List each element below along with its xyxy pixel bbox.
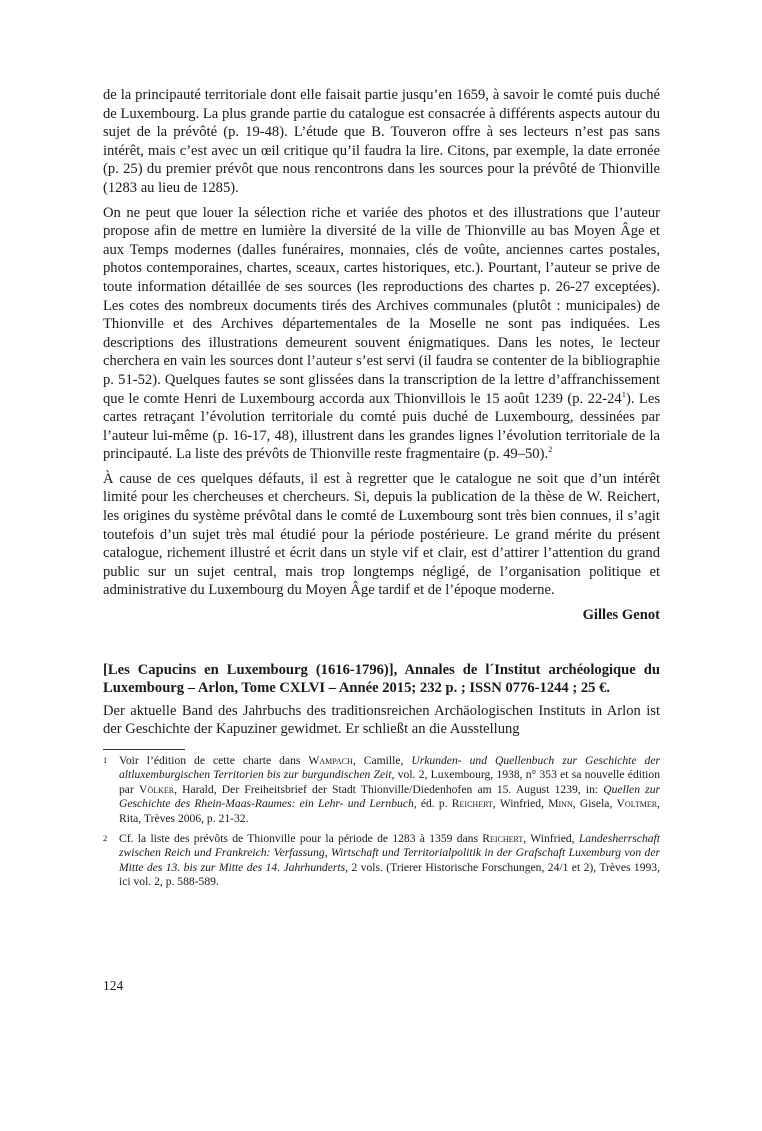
footnote-text: , éd. p. bbox=[413, 797, 452, 811]
footnote-2 bbox=[103, 832, 660, 890]
reviewer-signature: Gilles Genot bbox=[582, 607, 660, 624]
footnote-text: , Winfried, bbox=[492, 797, 549, 811]
footnote-text: Reichert bbox=[482, 832, 524, 846]
footnote-text: Völker bbox=[139, 782, 175, 796]
footnote-text: Wampach bbox=[308, 754, 353, 767]
footnote-text: , Gisela, bbox=[572, 797, 617, 811]
footnote-text: Landesherrschaft zwischen Reich und Frankreich: Verfassung, Wirtschaft und Territorialpolitik in der Grafschaft Luxemburg von der Mitte des 13. bis zur Mitte des 14. Jahrhunderts bbox=[119, 832, 660, 874]
footnote-text: Urkunden- und Quellenbuch zur Geschichte der altluxemburgischen Territorien bis zur burgundischen Zeit bbox=[119, 754, 660, 782]
footnote-1 bbox=[103, 754, 660, 826]
footnote-ref-2[interactable]: 2 bbox=[548, 444, 553, 455]
footnote-text: , Rita, Trèves 2006, p. 21-32. bbox=[119, 797, 660, 825]
paragraph-3: À cause de ces quelques défauts, il est à regretter que le catalogue ne soit que d’un intérêt limité pour les chercheuses et chercheurs. Si, depuis la publication de la thèse de W. Reichert, les origines du système prévôtal dans le comté de Luxembourg sont très bien connues, il s’agit toutefois d’un sujet très mal étudié pour la période postérieure. Le grand mérite du présent catalogue, richement illustré et écrit dans un style vif et clair, est d’attirer l’attention du grand public sur un sujet central, mais trop longtemps négligé, de l’organisation politique et administrative du Luxembourg du Moyen Âge tardif et de l’époque moderne. bbox=[103, 470, 660, 599]
paragraph-1: de la principauté territoriale dont elle faisait partie jusqu’en 1659, à savoir le comté puis duché de Luxembourg. La plus grande partie du catalogue est consacrée à différents aspects autour du sujet de la prévôté (p. 19-48). L’étude que B. Touveron offre à ses lecteurs n’est pas sans intérêt, mais c’est avec un œil critique qu’il faudra la lire. Citons, par exemple, la date erronée (p. 25) du premier prévôt que nous rencontrons dans les sources pour la prévôté de Thionville (1283 au lieu de 1285). bbox=[103, 87, 660, 196]
footnote-ref-1[interactable]: 1 bbox=[621, 388, 626, 399]
footnote-text: , vol. 2, Luxembourg, 1938, n° 353 et sa nouvelle édition par bbox=[119, 768, 660, 796]
paragraph-2-text-b: ). Les cartes retraçant l’évolution territoriale du comté puis duché de Luxembourg, dessinées par l’auteur lui-même (p. 16-17, 48), illustrent dans les grandes lignes l’évolution territoriale de la principauté. La liste des prévôts de Thionville reste fragmentaire (p. 49–50). bbox=[103, 390, 660, 463]
footnote-text: , Winfried, bbox=[523, 832, 579, 846]
footnote-text: Voltmer bbox=[616, 797, 658, 811]
footnote-text: , 2 vols. (Trierer Historische Forschungen, 24/1 et 2), Trèves 1993, ici vol. 2, p. 588-589. bbox=[119, 860, 660, 889]
footnotes bbox=[103, 754, 660, 890]
footnote-text: Reichert bbox=[451, 797, 493, 811]
footnote-text: Cf. la liste des prévôts de Thionville pour la période de 1283 à 1359 dans bbox=[119, 832, 483, 846]
footnote-text: , Camille, bbox=[352, 754, 412, 767]
footnote-divider bbox=[103, 749, 185, 750]
page-number: 124 bbox=[103, 978, 124, 993]
paragraph-2-text-a: On ne peut que louer la sélection riche et variée des photos et des illustrations que l’auteur propose afin de mettre en lumière la diversité de la ville de Thionville au bas Moyen Âge et aux Temps modernes (dalles funéraires, monnaies, clés de voûte, anciennes cartes postales, photos contemporaines, chartes, sceaux, cartes historiques, etc.). Pourtant, l’auteur se prive de toute information détaillée de ses sources (les reproductions des chartes p. 26-27 exceptées). Les cotes des nombreux documents tirés des Archives communales (plutôt : municipales) de Thionville et des Archives départementales de la Moselle ne sont pas indiquées. Les descriptions des illustrations demeurent souvent énigmatiques. Dans les notes, le lecteur cherchera en vain les sources dont l’auteur s’est servi (il faudra se contenter de la bibliographie p. 51-52). Quelques fautes se sont glissées dans la transcription de la lettre d’affranchissement que le comte Henri de Luxembourg accorda aux Thionvillois le 15 août 1239 (p. 22-24 bbox=[103, 204, 660, 407]
footnote-text: Minn bbox=[548, 797, 573, 811]
page-content bbox=[103, 86, 660, 896]
review-heading: [Les Capucins en Luxembourg (1616-1796)], Annales de l´Institut archéologique du Luxembourg – Arlon, Tome CXLVI – Année 2015; 232 p. ; ISSN 0776-1244 ; 25 €. bbox=[103, 661, 660, 697]
footnote-text: , Harald, Der Freiheitsbrief der Stadt Thionville/Diedenhofen am 15. August 1239, in: bbox=[174, 782, 604, 796]
footnote-number: 1 bbox=[103, 755, 108, 765]
paragraph-2 bbox=[103, 204, 660, 464]
footnote-number: 2 bbox=[103, 833, 108, 844]
review-paragraph: Der aktuelle Band des Jahrbuchs des traditionsreichen Archäologischen Instituts in Arlon ist der Geschichte der Kapuziner gewidmet. Er schließt an die Ausstellung bbox=[103, 702, 660, 738]
footnote-text: Voir l’édition de cette charte dans bbox=[119, 754, 309, 767]
footnote-text: Quellen zur Geschichte des Rhein-Maas-Raumes: ein Lehr- und Lernbuch bbox=[119, 782, 661, 811]
